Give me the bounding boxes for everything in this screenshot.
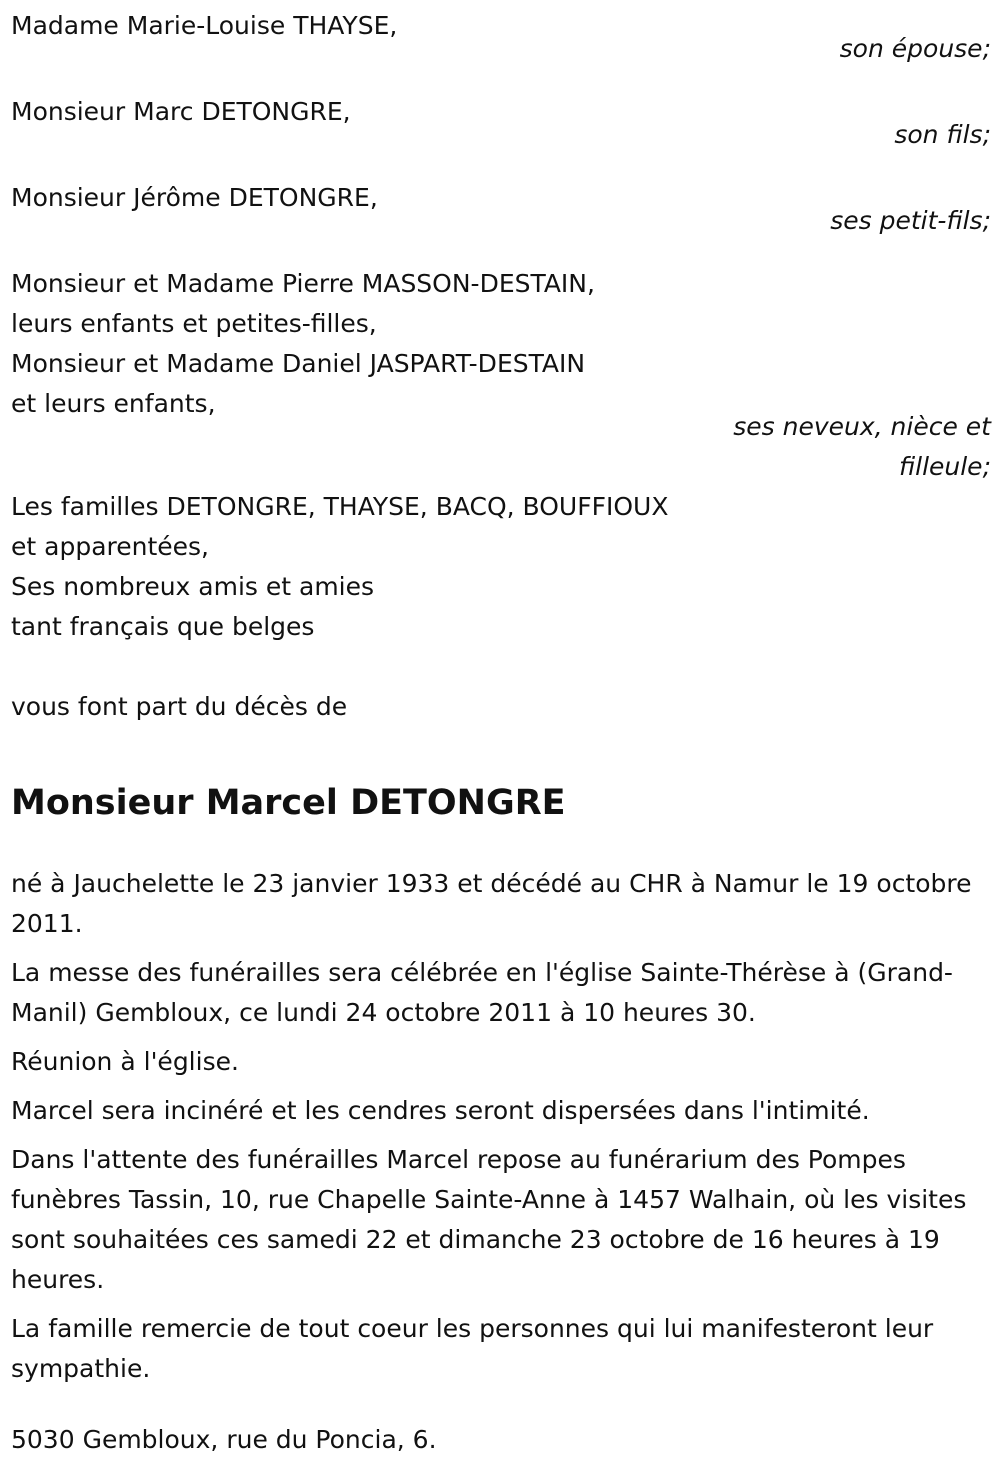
meeting-place: Réunion à l'église. [11,1047,239,1076]
relation-nephews-line-2: filleule; [898,452,991,481]
family-member-masson-children: leurs enfants et petites-filles, [11,309,377,338]
obituary-notice [11,6,991,1460]
family-address: 5030 Gembloux, rue du Poncia, 6. [11,1425,437,1454]
family-member-jaspart-destain: Monsieur et Madame Daniel JASPART-DESTAIN [11,349,586,378]
family-member-jaspart-children: et leurs enfants, [11,389,216,418]
other-families: Les familles DETONGRE, THAYSE, BACQ, BOUFFIOUX [11,492,669,521]
relation-son: son fils; [894,120,991,149]
cremation-details: Marcel sera incinéré et les cendres seront dispersées dans l'intimité. [11,1096,870,1125]
relation-nephews-line-1: ses neveux, nièce et [733,412,991,441]
announcement-text: vous font part du décès de [11,692,348,721]
other-families-related: et apparentées, [11,532,209,561]
friends: Ses nombreux amis et amies [11,572,375,601]
relation-spouse: son épouse; [839,34,991,63]
spacer [11,155,991,178]
family-member-masson-destain: Monsieur et Madame Pierre MASSON-DESTAIN, [11,269,595,298]
spacer [11,647,991,687]
spacer [11,69,991,92]
thanks-message: La famille remercie de tout coeur les personnes qui lui manifesteront leur sympathie. [11,1314,934,1383]
spacer [11,241,991,264]
deceased-name: Monsieur Marcel DETONGRE [11,783,566,823]
friends-nationality: tant français que belges [11,612,315,641]
funeral-mass-details: La messe des funérailles sera célébrée en l'église Sainte-Thérèse à (Grand-Manil) Gembloux, ce lundi 24 octobre 2011 à 10 heures 30. [11,958,953,1027]
family-member-son: Monsieur Marc DETONGRE, [11,97,351,126]
family-member-grandson: Monsieur Jérôme DETONGRE, [11,183,378,212]
birth-death-details: né à Jauchelette le 23 janvier 1933 et décédé au CHR à Namur le 19 octobre 2011. [11,869,972,938]
relation-grandson: ses petit-fils; [830,206,991,235]
family-member-spouse: Madame Marie-Louise THAYSE, [11,11,398,40]
visitation-details: Dans l'attente des funérailles Marcel repose au funérarium des Pompes funèbres Tassin, 10, rue Chapelle Sainte-Anne à 1457 Walhain, où les visites sont souhaitées ces samedi 22 et dimanche 23 octobre de 16 heures à 19 heures. [11,1145,967,1294]
